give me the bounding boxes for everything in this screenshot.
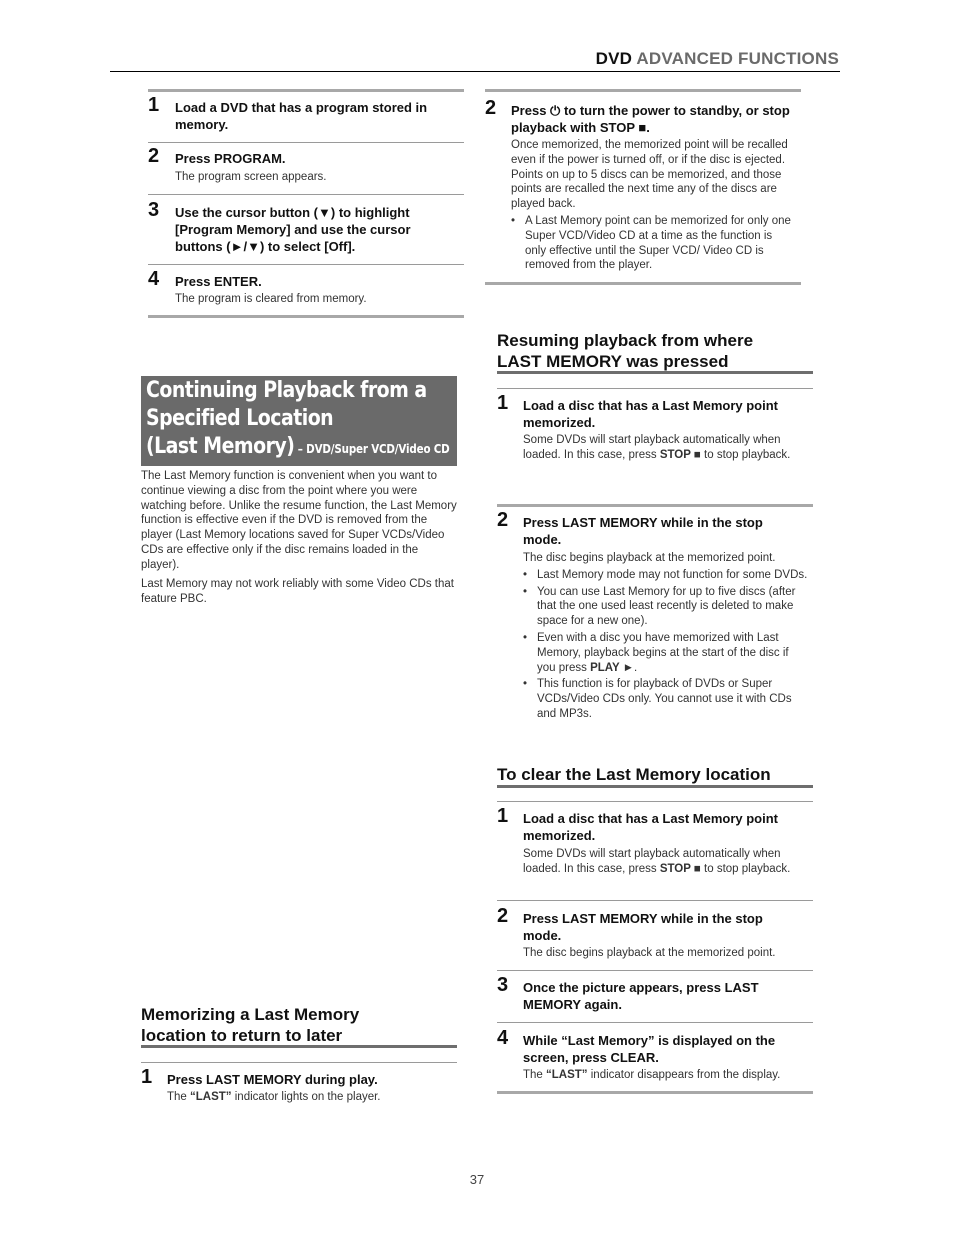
list-item: • Even with a disc you have memorized with Last Memory, playback begins at the start of the disc if you press PLAY ►. xyxy=(523,631,808,675)
section-heading: Memorizing a Last Memory location to return to later xyxy=(141,1005,360,1045)
step-heading: Press ⏻ to turn the power to standby, or stop playback with STOP ■. xyxy=(511,103,790,135)
divider xyxy=(497,388,813,389)
step-heading: Once the picture appears, press LAST MEMORY again. xyxy=(523,980,759,1012)
step-number: 1 xyxy=(497,805,509,827)
header-rule xyxy=(110,71,840,72)
section-header: DVD ADVANCED FUNCTIONS xyxy=(595,49,839,68)
divider xyxy=(148,194,464,195)
divider xyxy=(497,900,813,901)
resuming-step-1 xyxy=(497,392,813,487)
program-step-3 xyxy=(148,199,464,260)
divider xyxy=(497,1091,813,1094)
divider xyxy=(141,1062,457,1063)
intro-paragraph: The Last Memory function is convenient when you want to continue viewing a disc from the point where you were watching before. Unlike the resume function, the Last Memory function is effective even if the DVD is removed from the player (Last Memory locations saved for Super VCDs/Video CDs are effective only if the disc remains loaded in the player). xyxy=(141,470,457,571)
divider xyxy=(497,970,813,971)
step-number: 4 xyxy=(148,268,160,290)
step-body: The disc begins playback at the memorized point. • Last Memory mode may not function for some DVDs. • You can use Last Memory for up to five discs (after that the one used least recently is deleted to make space for a new one). • Even with a disc you have memorized with Last Memory, playback begins at the start of the disc if you press PLAY ►. • This function is for playback of DVDs or Super VCDs/Video CDs only. You cannot use it with CDs and MP3s. xyxy=(523,551,808,724)
step-body: Some DVDs will start playback automatically when loaded. In this case, press STOP ■ to stop playback. xyxy=(523,848,791,875)
banner-title-line-1: Continuing Playback from a xyxy=(146,378,427,403)
step-number: 1 xyxy=(497,392,509,414)
step-number: 3 xyxy=(148,199,160,221)
page-number: 37 xyxy=(469,1172,485,1187)
heading-underline xyxy=(497,785,813,788)
heading-underline xyxy=(141,1045,457,1048)
clearing-step-3 xyxy=(497,974,813,1019)
divider xyxy=(148,89,464,92)
section-heading: Resuming playback from where LAST MEMORY was pressed xyxy=(497,331,754,371)
step-body: The program screen appears. xyxy=(175,171,327,183)
step-body: Once memorized, the memorized point will be recalled even if the power is turned off, or if the disc is ejected. Points on up to 5 discs can be memorized, and those points are recalled the next time any of the discs are played back. • A Last Memory point can be memorized for only one Super VCD/Video CD at a time as the function is only effective until the Super VCD/ Video CD is removed from the player. xyxy=(511,138,796,275)
resuming-step-2 xyxy=(497,509,813,744)
divider xyxy=(497,1022,813,1023)
step-body: The “LAST” indicator lights on the player. xyxy=(167,1091,381,1103)
divider xyxy=(485,282,801,285)
step-heading: Press ENTER. xyxy=(175,274,262,289)
step-heading: Use the cursor button (▼) to highlight [Program Memory] and use the cursor buttons (►/▼) to select [Off]. xyxy=(175,205,411,254)
program-step-4 xyxy=(148,268,464,313)
step-heading: Press LAST MEMORY while in the stop mode. xyxy=(523,911,763,943)
step-number: 2 xyxy=(497,509,509,531)
step-body: The “LAST” indicator disappears from the display. xyxy=(523,1069,781,1081)
divider xyxy=(497,801,813,802)
list-item: • A Last Memory point can be memorized for only one Super VCD/Video CD at a time as the function is only effective until the Super VCD/ Video CD is removed from the player. xyxy=(511,214,796,273)
step-heading: Load a DVD that has a program stored in memory. xyxy=(175,100,428,132)
step-number: 1 xyxy=(148,94,160,116)
divider xyxy=(148,142,464,143)
step-number: 2 xyxy=(148,145,160,167)
banner-subtitle: – DVD/Super VCD/Video CD xyxy=(294,442,450,456)
step-body: Some DVDs will start playback automatically when loaded. In this case, press STOP ■ to stop playback. xyxy=(523,434,791,461)
divider xyxy=(148,315,464,318)
standby-step xyxy=(485,97,805,282)
clearing-step-2 xyxy=(497,905,813,966)
list-item: • You can use Last Memory for up to five discs (after that the one used least recently is deleted to make space for a new one). xyxy=(523,585,808,629)
step-heading: Press LAST MEMORY during play. xyxy=(167,1072,378,1087)
program-step-2 xyxy=(148,145,464,190)
intro-paragraph: Last Memory may not work reliably with some Video CDs that feature PBC. xyxy=(141,578,454,605)
bullet-list xyxy=(523,568,808,722)
divider xyxy=(485,89,801,92)
clearing-step-1 xyxy=(497,805,813,896)
step-number: 3 xyxy=(497,974,509,996)
banner-title-line-3: (Last Memory) – DVD/Super VCD/Video CD xyxy=(146,434,450,459)
clearing-step-4 xyxy=(497,1027,813,1088)
list-item: • This function is for playback of DVDs or Super VCDs/Video CDs only. You cannot use it with CDs and MP3s. xyxy=(523,677,808,721)
step-heading: Load a disc that has a Last Memory point memorized. xyxy=(523,398,778,430)
banner-title-line-2: Specified Location xyxy=(146,406,334,431)
step-body: The disc begins playback at the memorized point. xyxy=(523,947,776,959)
list-item: • Last Memory mode may not function for some DVDs. xyxy=(523,568,808,583)
step-heading: Press LAST MEMORY while in the stop mode. xyxy=(523,515,763,547)
step-number: 2 xyxy=(497,905,509,927)
section-heading: To clear the Last Memory location xyxy=(497,765,771,784)
step-heading: Load a disc that has a Last Memory point memorized. xyxy=(523,811,778,843)
step-number: 1 xyxy=(141,1066,153,1088)
divider xyxy=(148,264,464,265)
step-heading: While “Last Memory” is displayed on the screen, press CLEAR. xyxy=(523,1033,776,1065)
memorizing-step-1 xyxy=(141,1066,457,1111)
step-heading: Press PROGRAM. xyxy=(175,151,286,166)
step-number: 4 xyxy=(497,1027,509,1049)
step-body: The program is cleared from memory. xyxy=(175,293,367,305)
power-icon: ⏻ xyxy=(550,103,561,118)
bullet-list xyxy=(511,214,796,273)
section-banner xyxy=(141,376,457,466)
divider xyxy=(497,504,813,507)
step-number: 2 xyxy=(485,97,497,119)
program-step-1 xyxy=(148,94,464,139)
heading-underline xyxy=(497,371,813,374)
